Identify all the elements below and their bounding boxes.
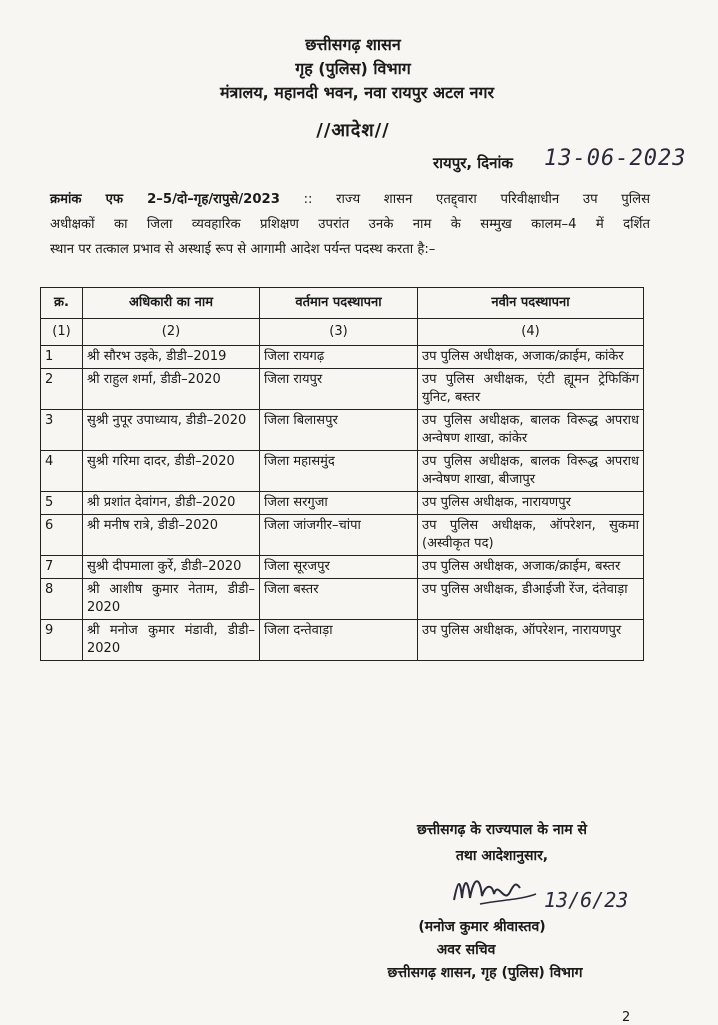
- current-posting-cell: जिला महासमुंद: [260, 451, 418, 492]
- current-posting-cell: जिला जांजगीर–चांपा: [260, 515, 418, 556]
- order-title: //आदेश//: [316, 120, 390, 141]
- table-row: [41, 556, 644, 579]
- officer-name-cell: सुश्री दीपमाला कुर्रे, डीडी–2020: [83, 556, 260, 579]
- new-posting-cell: उप पुलिस अधीक्षक, डीआईजी रेंज, दंतेवाड़ा: [418, 579, 644, 620]
- serial-cell: 7: [41, 556, 83, 579]
- new-posting-cell: उप पुलिस अधीक्षक, ऑपरेशन, सुकमा (अस्वीकृत पद): [418, 515, 644, 556]
- new-posting-cell: उप पुलिस अधीक्षक, अजाक/क्राईम, कांकेर: [418, 346, 644, 369]
- department-name: गृह (पुलिस) विभाग: [295, 59, 411, 78]
- current-posting-cell: जिला बस्तर: [260, 579, 418, 620]
- table-header-row: [41, 288, 644, 319]
- col-number: (3): [260, 319, 418, 346]
- table-row: [41, 369, 644, 410]
- col-number: (1): [41, 319, 83, 346]
- postings-table: [40, 287, 644, 661]
- signatory-department: छत्तीसगढ़ शासन, गृह (पुलिस) विभाग: [387, 965, 583, 981]
- reference-number: क्रमांक एफ 2–5/दो–गृह/रापुसे/2023: [50, 192, 280, 207]
- officer-name-cell: श्री सौरभ उइके, डीडी–2019: [83, 346, 260, 369]
- current-posting-cell: जिला रायगढ़: [260, 346, 418, 369]
- signatory-designation: अवर सचिव: [436, 942, 496, 958]
- table-row: [41, 579, 644, 620]
- table-row: [41, 515, 644, 556]
- col-number: (4): [418, 319, 644, 346]
- serial-cell: 3: [41, 410, 83, 451]
- current-posting-cell: जिला सूरजपुर: [260, 556, 418, 579]
- column-number-row: [41, 319, 644, 346]
- officer-name-cell: श्री मनीष रात्रे, डीडी–2020: [83, 515, 260, 556]
- paragraph-line-1: क्रमांक एफ 2–5/दो–गृह/रापुसे/2023 :: राज्य शासन एतद्द्वारा परिवीक्षाधीन उप पुलिस: [50, 192, 651, 207]
- signatory-name: (मनोज कुमार श्रीवास्तव): [418, 919, 546, 935]
- officer-name-cell: श्री प्रशांत देवांगन, डीडी–2020: [83, 492, 260, 515]
- new-posting-cell: उप पुलिस अधीक्षक, नारायणपुर: [418, 492, 644, 515]
- govt-name: छत्तीसगढ़ शासन: [305, 35, 401, 54]
- officer-name-cell: श्री आशीष कुमार नेताम, डीडी–2020: [83, 579, 260, 620]
- serial-cell: 5: [41, 492, 83, 515]
- place-date-label: रायपुर, दिनांक: [433, 154, 513, 172]
- paragraph-line-2: अधीक्षकों का जिला व्यवहारिक प्रशिक्षण उपरांत उनके नाम के सम्मुख कालम–4 में दर्शित: [50, 217, 650, 232]
- officer-name-cell: सुश्री गरिमा दादर, डीडी–2020: [83, 451, 260, 492]
- current-posting-cell: जिला दन्तेवाड़ा: [260, 620, 418, 661]
- new-posting-cell: उप पुलिस अधीक्षक, ऑपरेशन, नारायणपुर: [418, 620, 644, 661]
- col-number: (2): [83, 319, 260, 346]
- signature-date: 13/6/23: [544, 888, 629, 912]
- current-posting-cell: जिला रायपुर: [260, 369, 418, 410]
- serial-cell: 2: [41, 369, 83, 410]
- order-paragraph: [50, 187, 650, 262]
- office-address: मंत्रालय, महानदी भवन, नवा रायपुर अटल नगर: [219, 83, 495, 102]
- table-row: [41, 620, 644, 661]
- current-posting-cell: जिला बिलासपुर: [260, 410, 418, 451]
- table-row: [41, 346, 644, 369]
- col-header-current-posting: वर्तमान पदस्थापना: [260, 288, 418, 319]
- col-header-officer-name: अधिकारी का नाम: [83, 288, 260, 319]
- serial-cell: 6: [41, 515, 83, 556]
- new-posting-cell: उप पुलिस अधीक्षक, बालक विरूद्ध अपराध अन्वेषण शाखा, कांकेर: [418, 410, 644, 451]
- serial-cell: 4: [41, 451, 83, 492]
- officer-name-cell: श्री मनोज कुमार मंडावी, डीडी–2020: [83, 620, 260, 661]
- table-row: [41, 410, 644, 451]
- paragraph-line-3: स्थान पर तत्काल प्रभाव से अस्थाई रूप से आगामी आदेश पर्यन्त पदस्थ करता है:–: [50, 242, 436, 257]
- authority-line-1: छत्तीसगढ़ के राज्यपाल के नाम से: [417, 822, 587, 838]
- new-posting-cell: उप पुलिस अधीक्षक, एंटी ह्यूमन ट्रेफिकिंग युनिट, बस्तर: [418, 369, 644, 410]
- serial-cell: 8: [41, 579, 83, 620]
- new-posting-cell: उप पुलिस अधीक्षक, अजाक/क्राईम, बस्तर: [418, 556, 644, 579]
- new-posting-cell: उप पुलिस अधीक्षक, बालक विरूद्ध अपराध अन्वेषण शाखा, बीजापुर: [418, 451, 644, 492]
- serial-cell: 9: [41, 620, 83, 661]
- table-row: [41, 492, 644, 515]
- col-header-serial: क्र.: [41, 288, 83, 319]
- page-number: 2: [622, 1010, 631, 1025]
- serial-cell: 1: [41, 346, 83, 369]
- col-header-new-posting: नवीन पदस्थापना: [418, 288, 644, 319]
- officer-name-cell: श्री राहुल शर्मा, डीडी–2020: [83, 369, 260, 410]
- handwritten-date: 13-06-2023: [544, 146, 687, 171]
- current-posting-cell: जिला सरगुजा: [260, 492, 418, 515]
- authority-line-2: तथा आदेशानुसार,: [455, 848, 549, 864]
- table-row: [41, 451, 644, 492]
- officer-name-cell: सुश्री नुपूर उपाध्याय, डीडी–2020: [83, 410, 260, 451]
